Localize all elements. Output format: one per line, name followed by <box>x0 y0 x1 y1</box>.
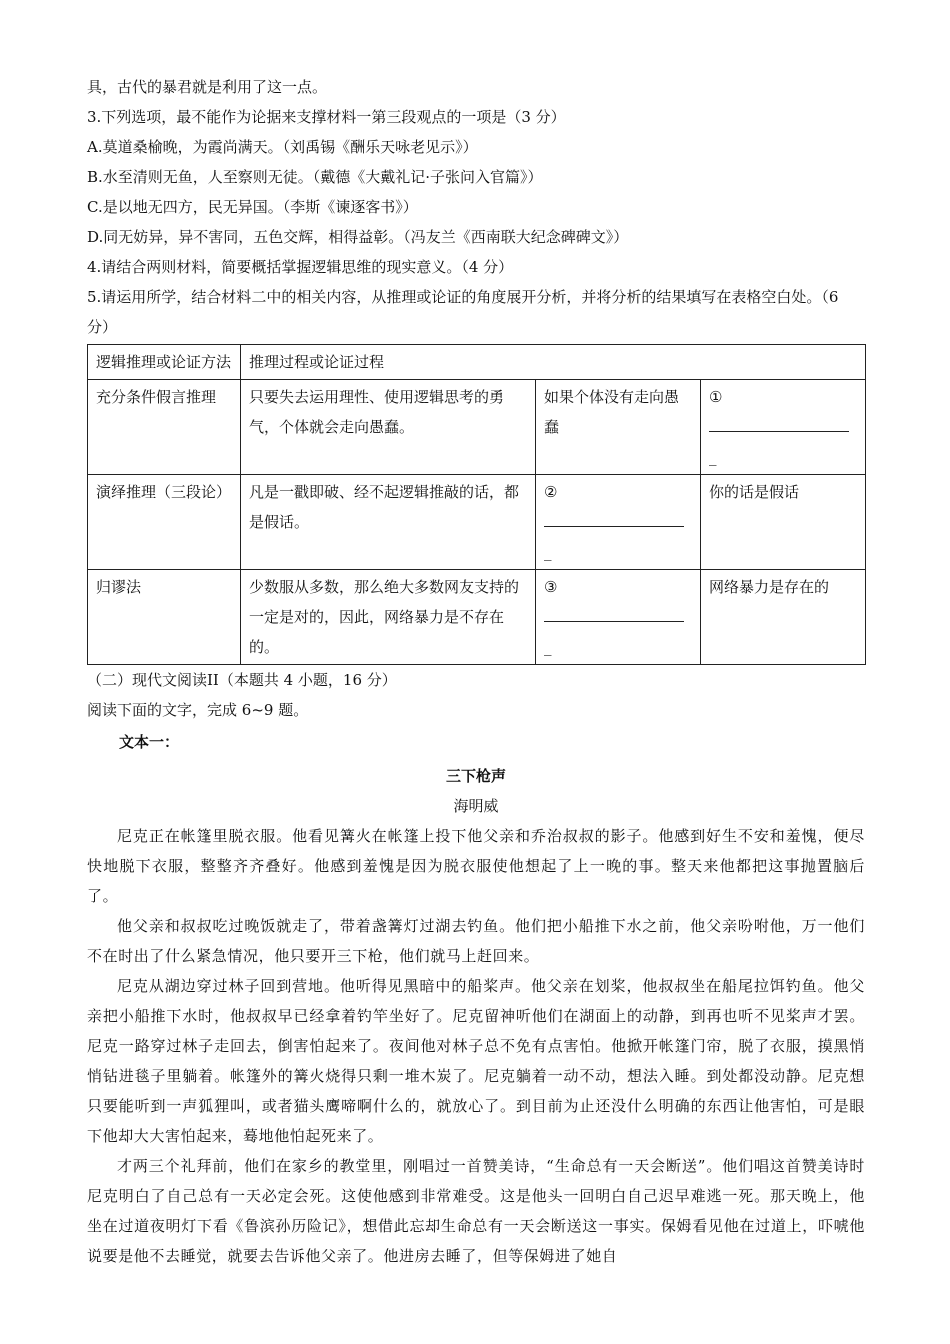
text-label: 文本一： <box>119 733 180 751</box>
article-paragraph: 尼克从湖边穿过林子回到营地。他听得见黑暗中的船桨声。他父亲在划桨，他叔叔坐在船尾拉饵钓鱼。他父亲把小船推下水时，他叔叔早已经拿着钓竿坐好了。尼克留神听他们在湖面上的动静，到再也听不见桨声才罢。尼克一路穿过林子走回去，倒害怕起来了。夜间他对林子总不免有点害怕。他掀开帐篷门帘，脱了衣服，摸黑悄悄钻进毯子里躺着。帐篷外的篝火烧得只剩一堆木炭了。尼克躺着一动不动，想法入睡。到处都没动静。尼克想只要能听到一声狐狸叫，或者猫头鹰啼啊什么的，就放心了。到目前为止还没什么明确的东西让他害怕，可是眼下他却大大害怕起来，蓦地他怕起死来了。 <box>87 977 865 1145</box>
question-3-option-d: D.同无妨异，异不害同，五色交辉，相得益彰。（冯友兰《西南联大纪念碑碑文》） <box>87 228 629 246</box>
table-header-row <box>88 345 866 380</box>
blank-underline <box>544 508 684 527</box>
answer-blank-1[interactable] <box>701 380 866 475</box>
intro-line: 具，古代的暴君就是利用了这一点。 <box>87 78 328 96</box>
header-process: 推理过程或论证过程 <box>241 345 866 380</box>
table-row <box>88 570 866 665</box>
article-paragraph: 才两三个礼拜前，他们在家乡的教堂里，刚唱过一首赞美诗，“生命总有一天会断送”。他们唱这首赞美诗时尼克明白了自己总有一天必定会死。这使他感到非常难受。这是他头一回明白自己迟早难逃一死。那天晚上，他坐在过道夜明灯下看《鲁滨孙历险记》，想借此忘却生命总有一天会断送这一事实。保姆看见他在过道上，吓唬他说要是他不去睡觉，就要去告诉他父亲了。他进房去睡了，但等保姆进了她自 <box>87 1157 865 1265</box>
row-conclusion: 网络暴力是存在的 <box>701 570 866 665</box>
question-4: 4.请结合两则材料，简要概括掌握逻辑思维的现实意义。（4 分） <box>87 258 514 276</box>
article-paragraph: 尼克正在帐篷里脱衣服。他看见篝火在帐篷上投下他父亲和乔治叔叔的影子。他感到好生不安和羞愧，便尽快地脱下衣服，整整齐齐叠好。他感到羞愧是因为脱衣服使他想起了上一晚的事。整天来他都把这事抛置脑后了。 <box>87 827 865 905</box>
question-3-stem: 3.下列选项，最不能作为论据来支撑材料一第三段观点的一项是（3 分） <box>87 108 566 126</box>
question-3-option-b: B.水至清则无鱼，人至察则无徒。（戴德《大戴礼记·子张问入官篇》） <box>87 168 543 186</box>
row-premise: 少数服从多数，那么绝大多数网友支持的一定是对的，因此，网络暴力是不存在的。 <box>241 570 536 665</box>
blank-tail: _ <box>709 448 717 466</box>
blank-mark: ② <box>544 483 558 501</box>
blank-mark: ③ <box>544 578 558 596</box>
table-row <box>88 475 866 570</box>
answer-blank-3[interactable] <box>536 570 701 665</box>
row-premise: 凡是一戳即破、经不起逻辑推敲的话，都是假话。 <box>241 475 536 570</box>
article-paragraph: 他父亲和叔叔吃过晚饭就走了，带着盏篝灯过湖去钓鱼。他们把小船推下水之前，他父亲吩咐他，万一他们不在时出了什么紧急情况，他只要开三下枪，他们就马上赶回来。 <box>87 917 865 965</box>
article <box>87 761 865 1271</box>
blank-tail: _ <box>544 543 552 561</box>
blank-tail: _ <box>544 638 552 656</box>
question-5: 5.请运用所学，结合材料二中的相关内容，从推理或论证的角度展开分析，并将分析的结果填写在表格空白处。（6 分） <box>87 288 839 336</box>
article-author: 海明威 <box>453 797 499 815</box>
answer-blank-2[interactable] <box>536 475 701 570</box>
blank-underline <box>709 413 849 432</box>
row-method: 归谬法 <box>88 570 241 665</box>
table-row <box>88 380 866 475</box>
row-conclusion: 你的话是假话 <box>701 475 866 570</box>
document-page <box>87 72 865 1271</box>
blank-mark: ① <box>709 388 723 406</box>
question-3-option-c: C.是以地无四方，民无异国。（李斯《谏逐客书》） <box>87 198 418 216</box>
section-title: （二）现代文阅读II（本题共 4 小题，16 分） <box>87 671 397 689</box>
reasoning-table <box>87 344 866 665</box>
row-premise: 只要失去运用理性、使用逻辑思考的勇气，个体就会走向愚蠢。 <box>241 380 536 475</box>
header-method: 逻辑推理或论证方法 <box>88 345 241 380</box>
reading-instruction: 阅读下面的文字，完成 6~9 题。 <box>87 701 309 719</box>
article-title: 三下枪声 <box>445 767 506 785</box>
row-method: 演绎推理（三段论） <box>88 475 241 570</box>
row-middle: 如果个体没有走向愚蠢 <box>536 380 701 475</box>
question-3-option-a: A.莫道桑榆晚，为霞尚满天。（刘禹锡《酬乐天咏老见示》） <box>87 138 478 156</box>
blank-underline <box>544 603 684 622</box>
row-method: 充分条件假言推理 <box>88 380 241 475</box>
